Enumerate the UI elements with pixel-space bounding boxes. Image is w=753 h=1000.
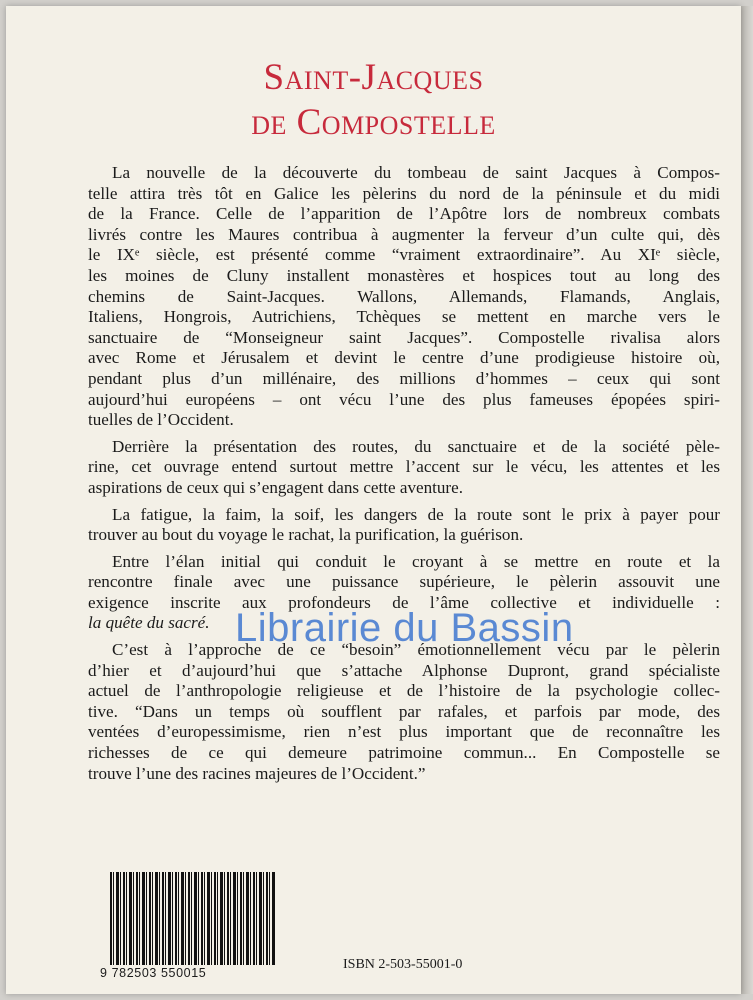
blurb-line: d’hier et d’aujourd’hui que s’attache Alphonse Dupront, grand spécialiste — [88, 660, 720, 680]
blurb-italic-line: la quête du sacré. — [88, 613, 210, 633]
blurb-line: Entre l’élan initial qui conduit le croyant à se mettre en route et la — [112, 551, 720, 571]
blurb-line: actuel de l’anthropologie religieuse et de l’histoire de la psychologie collec- — [88, 681, 720, 701]
blurb-line: de la France. Celle de l’apparition de l’Apôtre lors de nombreux combats — [88, 204, 720, 224]
book-side-edge — [741, 6, 753, 994]
blurb-line: chemins de Saint-Jacques. Wallons, Allemands, Flamands, Anglais, — [88, 286, 720, 306]
blurb-paragraph — [88, 505, 720, 546]
isbn-number: ISBN 2-503-55001-0 — [343, 957, 463, 972]
blurb-line: rine, cet ouvrage entend surtout mettre l’accent sur le vécu, les attentes et les — [88, 457, 720, 477]
blurb-paragraph — [88, 640, 720, 784]
blurb-line: La nouvelle de la découverte du tombeau de saint Jacques à Compos- — [112, 163, 720, 182]
blurb-text — [88, 163, 720, 790]
blurb-line: La fatigue, la faim, la soif, les dangers de la route sont le prix à payer pour — [112, 504, 720, 524]
blurb-line: aspirations de ceux qui s’engagent dans cette aventure. — [88, 477, 463, 497]
blurb-line: Derrière la présentation des routes, du sanctuaire et de la société pèle- — [112, 436, 720, 456]
blurb-line: C’est à l’approche de ce “besoin” émotionnellement vécu par le pèlerin — [112, 640, 720, 660]
blurb-paragraph — [88, 437, 720, 499]
blurb-line: trouver au bout du voyage le rachat, la purification, la guérison. — [88, 525, 524, 545]
bookseller-watermark: Librairie du Bassin — [235, 606, 574, 650]
book-back-cover — [6, 6, 741, 994]
title-line-2: de Compostelle — [251, 102, 496, 143]
blurb-line: sanctuaire de “Monseigneur saint Jacques”. Compostelle rivalisa alors — [88, 327, 720, 347]
blurb-paragraph — [88, 163, 720, 431]
blurb-line: tive. “Dans un temps où soufflent par rafales, et parfois par mode, des — [88, 701, 720, 721]
blurb-line: les moines de Cluny installent monastères et hospices tout au long des — [88, 265, 720, 285]
blurb-line: le IXᵉ siècle, est présenté comme “vraiment extraordinaire”. Au XIᵉ siècle, — [88, 245, 720, 265]
blurb-line: livrés contre les Maures contribua à augmenter la ferveur d’un culte qui, dès — [88, 224, 720, 244]
blurb-line: avec Rome et Jérusalem et devint le centre d’une prodigieuse histoire où, — [88, 348, 720, 368]
title-line-1: Saint-Jacques — [263, 57, 484, 98]
blurb-line: trouve l’une des racines majeures de l’Occident.” — [88, 763, 426, 783]
blurb-line: telle attira très tôt en Galice les pèlerins du nord de la péninsule et du midi — [88, 183, 720, 203]
blurb-line: Italiens, Hongrois, Autrichiens, Tchèques se mettent en marche vers le — [88, 307, 720, 327]
barcode-bars — [110, 872, 275, 965]
blurb-line: richesses de ce qui demeure patrimoine commun... En Compostelle se — [88, 743, 720, 763]
blurb-line: exigence inscrite aux profondeurs de l’âme collective et individuelle : — [88, 592, 720, 612]
barcode-digits: 9 782503 550015 — [100, 966, 207, 980]
barcode — [100, 866, 277, 983]
blurb-line: rencontre finale avec une puissance supérieure, le pèlerin assouvit une — [88, 572, 720, 592]
blurb-line: pendant plus d’un millénaire, des millions d’hommes – ceux qui sont — [88, 368, 720, 388]
blurb-line: tuelles de l’Occident. — [88, 410, 234, 430]
blurb-line: aujourd’hui européens – ont vécu l’une des plus fameuses épopées spiri- — [88, 389, 720, 409]
blurb-line: ventées d’europessimisme, rien n’est plus important que de reconnaître les — [88, 722, 720, 742]
